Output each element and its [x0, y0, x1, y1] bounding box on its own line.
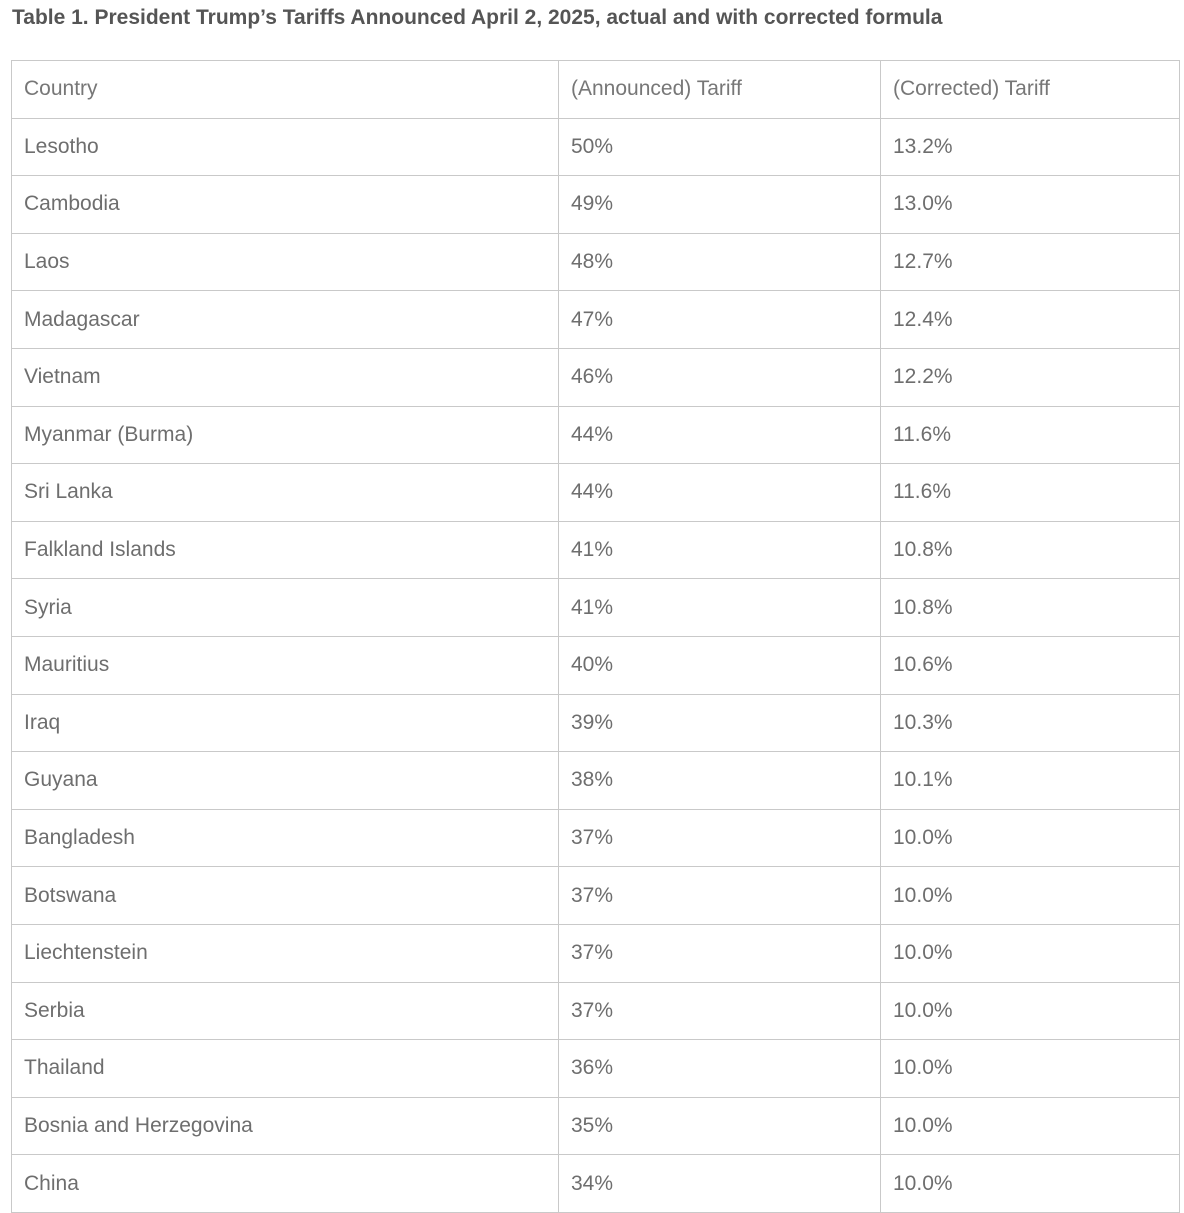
table-row	[12, 291, 1180, 349]
table-row	[12, 1040, 1180, 1098]
corrected-tariff-cell: 11.6%	[881, 464, 1180, 522]
column-header-announced-tariff: (Announced) Tariff	[559, 61, 881, 119]
country-cell: Botswana	[12, 867, 559, 925]
corrected-tariff-cell: 10.6%	[881, 636, 1180, 694]
table-row	[12, 867, 1180, 925]
corrected-tariff-cell: 10.1%	[881, 752, 1180, 810]
corrected-tariff-cell: 11.6%	[881, 406, 1180, 464]
country-cell: Lesotho	[12, 118, 559, 176]
corrected-tariff-cell: 12.2%	[881, 348, 1180, 406]
corrected-tariff-cell: 10.0%	[881, 924, 1180, 982]
table-row	[12, 924, 1180, 982]
announced-tariff-cell: 36%	[559, 1040, 881, 1098]
table-row	[12, 752, 1180, 810]
table-row	[12, 176, 1180, 234]
announced-tariff-cell: 39%	[559, 694, 881, 752]
corrected-tariff-cell: 13.2%	[881, 118, 1180, 176]
table-row	[12, 464, 1180, 522]
announced-tariff-cell: 41%	[559, 579, 881, 637]
announced-tariff-cell: 46%	[559, 348, 881, 406]
announced-tariff-cell: 50%	[559, 118, 881, 176]
column-header-country: Country	[12, 61, 559, 119]
country-cell: Vietnam	[12, 348, 559, 406]
country-cell: Mauritius	[12, 636, 559, 694]
country-cell: Bangladesh	[12, 809, 559, 867]
corrected-tariff-cell: 10.0%	[881, 982, 1180, 1040]
country-cell: Laos	[12, 233, 559, 291]
corrected-tariff-cell: 13.0%	[881, 176, 1180, 234]
corrected-tariff-cell: 12.4%	[881, 291, 1180, 349]
announced-tariff-cell: 34%	[559, 1155, 881, 1213]
announced-tariff-cell: 47%	[559, 291, 881, 349]
table-row	[12, 521, 1180, 579]
announced-tariff-cell: 44%	[559, 406, 881, 464]
table-row	[12, 694, 1180, 752]
country-cell: Syria	[12, 579, 559, 637]
announced-tariff-cell: 37%	[559, 809, 881, 867]
country-cell: Liechtenstein	[12, 924, 559, 982]
corrected-tariff-cell: 10.8%	[881, 521, 1180, 579]
announced-tariff-cell: 35%	[559, 1097, 881, 1155]
corrected-tariff-cell: 10.0%	[881, 809, 1180, 867]
announced-tariff-cell: 37%	[559, 867, 881, 925]
table-caption: Table 1. President Trump’s Tariffs Announced April 2, 2025, actual and with corrected formula	[12, 6, 943, 29]
country-cell: Guyana	[12, 752, 559, 810]
corrected-tariff-cell: 10.0%	[881, 1155, 1180, 1213]
country-cell: Madagascar	[12, 291, 559, 349]
country-cell: Sri Lanka	[12, 464, 559, 522]
country-cell: Thailand	[12, 1040, 559, 1098]
table-row	[12, 118, 1180, 176]
country-cell: Cambodia	[12, 176, 559, 234]
announced-tariff-cell: 37%	[559, 924, 881, 982]
table-row	[12, 406, 1180, 464]
country-cell: China	[12, 1155, 559, 1213]
announced-tariff-cell: 41%	[559, 521, 881, 579]
table-row	[12, 1155, 1180, 1213]
corrected-tariff-cell: 12.7%	[881, 233, 1180, 291]
announced-tariff-cell: 37%	[559, 982, 881, 1040]
corrected-tariff-cell: 10.0%	[881, 1097, 1180, 1155]
country-cell: Serbia	[12, 982, 559, 1040]
corrected-tariff-cell: 10.0%	[881, 867, 1180, 925]
table-row	[12, 233, 1180, 291]
country-cell: Falkland Islands	[12, 521, 559, 579]
country-cell: Iraq	[12, 694, 559, 752]
table-row	[12, 1097, 1180, 1155]
announced-tariff-cell: 48%	[559, 233, 881, 291]
country-cell: Myanmar (Burma)	[12, 406, 559, 464]
table-row	[12, 636, 1180, 694]
country-cell: Bosnia and Herzegovina	[12, 1097, 559, 1155]
announced-tariff-cell: 44%	[559, 464, 881, 522]
announced-tariff-cell: 38%	[559, 752, 881, 810]
table-row	[12, 982, 1180, 1040]
corrected-tariff-cell: 10.3%	[881, 694, 1180, 752]
announced-tariff-cell: 49%	[559, 176, 881, 234]
table-row	[12, 348, 1180, 406]
table-row	[12, 809, 1180, 867]
announced-tariff-cell: 40%	[559, 636, 881, 694]
table-row	[12, 579, 1180, 637]
corrected-tariff-cell: 10.8%	[881, 579, 1180, 637]
table-header-row	[12, 61, 1180, 119]
tariff-table	[11, 60, 1180, 1213]
column-header-corrected-tariff: (Corrected) Tariff	[881, 61, 1180, 119]
corrected-tariff-cell: 10.0%	[881, 1040, 1180, 1098]
